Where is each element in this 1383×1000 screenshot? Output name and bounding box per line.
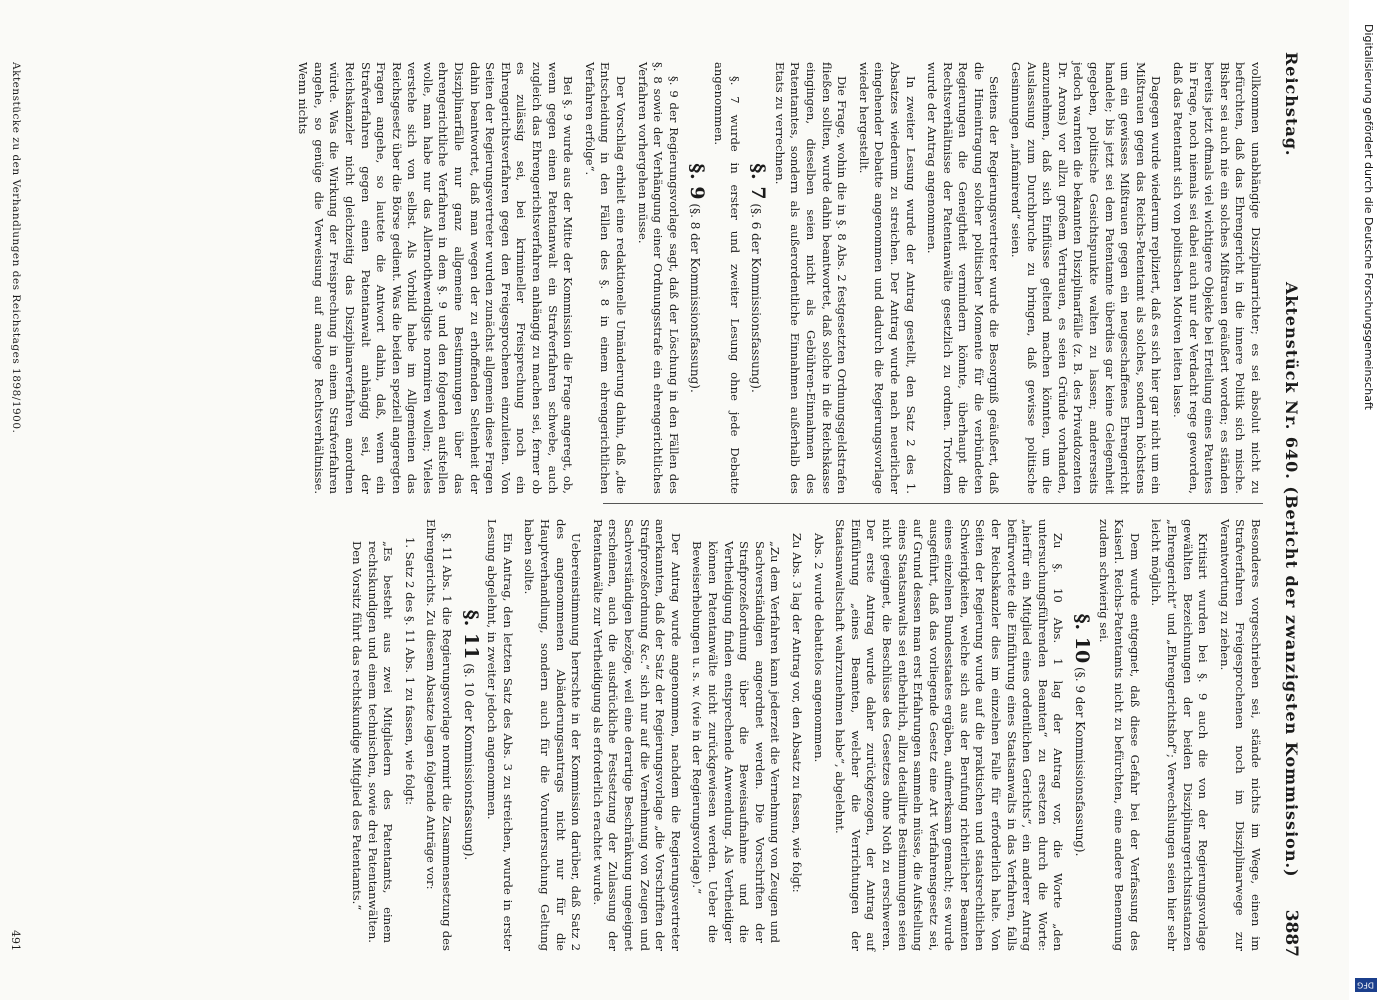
paragraph: Uebereinstimmung herrschte in der Kommission darüber, daß Satz 2 des angenommenen Abänderungsantrags nicht nur für die Hauptverhandlung, sondern auch für die Voruntersuchung Geltung haben sollte. (522, 519, 584, 951)
paragraph: Dem wurde entgegnet, daß diese Gefahr bei der Verfassung des Kaiserl. Reichs-Patentamts nicht zu befürchten, eine andere Benennung zudem schwierig sei. (1096, 519, 1142, 951)
right-column (350, 519, 1263, 951)
paragraph: Kritisirt wurden bei §. 9 auch die von der Regierungsvorlage gewählten Bezeichnungen der beiden Disziplinargerichtsinstanzen „Ehrengericht“ und „Ehrengerichtshof“; Verwechslungen seien hier sehr leicht möglich. (1149, 519, 1211, 951)
digitization-credit-bar (1349, 0, 1383, 1000)
section-heading-11: §. 11 (§. 10 der Kommissionsfassung). (459, 609, 482, 861)
list-item: 1. Satz 2 des §. 11 Abs. 1 zu fassen, wie folgt: (402, 537, 417, 806)
dfg-logo-icon: DFG (1355, 978, 1377, 992)
paragraph: In zweiter Lesung wurde der Antrag gestellt, den Satz 2 des 1. Absatzes wiederum zu streichen. Der Antrag wurde nach neuerlicher eingehender Debatte angenommen und dadurch die Regierungsvorlage wieder hergestellt. (856, 62, 918, 494)
paragraph: Dagegen wurde wiederum repliziert, daß es sich hier gar nicht um ein Mißtrauen gegen das Reichs-Patentamt als solches, sondern höchstens um ein gewisses Mißtrauen gegen ein neugeschaffenes Ehrengericht handele; bis jetzt sei dem Patentamte überdies gar keine Gelegenheit gegeben, politische Gesichtspunkte walten zu lassen; andererseits jedoch warnten die bekannten Disziplinarfälle (z. B. des Privatdozenten Dr. Arons) vor allzu großem Vertrauen, es seien Gründe vorhanden, anzunehmen, daß sich Einflüsse geltend machen könnten, um die Auslassung zum Durchbruche zu bringen, daß gewisse politische Gesinnungen „infamirend“ seien. (1009, 62, 1164, 494)
quoted-proposal: „Es besteht aus zwei Mitgliedern des Patentamts, einem rechtskundigen und einem technischen, sowie drei Patentanwälten. Den Vorsitz führt das rechtskundige Mitglied des Patentamts.“ (350, 541, 396, 943)
paragraph: §. 9 der Regierungsvorlage sagt, daß der Löschung in den Fällen des §. 8 sowie der Verhängung einer Ordnungsstrafe ein ehrengerichtliches Verfahren vorhergehen müsse. (635, 62, 681, 494)
paragraph: Die Frage, wohin die in §. 8 Abs. 2 festgesetzten Ordnungsgeldstrafen fließen sollten, wurde dahin beantwortet, daß solche in die Reichskasse eingingen, dieselben seien nicht als Gebühren-Einnahmen des Patentamtes, sondern als außerordentliche Einnahmen außerhalb des Etats zu verrechnen. (772, 62, 850, 494)
section-heading-10: §. 10 (§. 9 der Kommissionsfassung). (1071, 613, 1094, 857)
left-column (23, 62, 1263, 494)
paragraph: Der Antrag wurde angenommen, nachdem die Regierungsvertreter anerkannten, daß der Satz der Regierungsvorlage „die Vorschriften der Strafprozeßordnung &c.“ sich nur auf die Vernehmung von Zeugen und Sachverständigen bezöge, weil eine derartige Beschränkung ungeeignet erscheinen, auch die ausdrückliche Festsetzung der Zulassung der Patentanwälte zur Vertheidigung als erforderlich erachtet wurde. (590, 519, 683, 951)
footer-page-number: 491 (9, 930, 22, 951)
paragraph: §. 7 wurde in erster und zweiter Lesung ohne jede Debatte angenommen. (712, 62, 742, 494)
digitization-credit: Digitalisierung gefördert durch die Deutsche Forschungsgemeinschaft (1362, 24, 1375, 410)
paragraph: Zu §. 10 Abs. 1 lag der Antrag vor, die Worte „den untersuchungsführenden Beamten“ zu ersetzen durch die Worte: „hierfür ein Mitglied eines ordentlichen Gerichts“, ein anderer Antrag befürwortete die Einführung eines Staatsanwalts in das Verfahren, falls der Reichskanzler dies im einzelnen Falle für erforderlich halte. Von Seiten der Regierung wurde auf die praktischen und staatsrechtlichen Schwierigkeiten, welche sich aus der Berufung richterlicher Beamten eines einzelnen Bundesstaates ergäben, aufmerksam gemacht; es wurde ausgeführt, daß das vorliegende Gesetz eine Art Verfahrensgesetz sei, auf Grund dessen man erst Erfahrungen sammeln müsse, die Aufstellung eines Staatsanwalts sei entbehrlich, allzu detaillirte Bestimmungen seien nicht geeignet, die Beschlüsse des Gesetzes ohne Noth zu erschweren. Der erste Antrag wurde daher zurückgezogen, der Antrag auf Einführung „eines Beamten, welcher die Verrichtungen der Staatsanwaltschaft wahrzunehmen habe“, abgelehnt. (833, 519, 1066, 951)
paragraph: §. 11 Abs. 1 die Regierungsvorlage normirt die Zusammensetzung des Ehrengerichts. Zu diesem Absatze lagen folgende Anträge vor: (424, 519, 455, 951)
paragraph: Ein Antrag, den letzten Satz des Abs. 3 zu streichen, wurde in erster Lesung abgelehnt, in zweiter jedoch angenommen. (485, 519, 515, 951)
paragraph: vollkommen unabhängige Disziplinarrichter; es sei absolut nicht zu befürchten, daß das Ehrengericht in die innere Politik sich mische. Bisher sei auch nie ein solches Mißtrauen geäußert worden; es ständen bereits jetzt oftmals viel wichtigere Objekte bei Erteilung eines Patentes in Frage, noch niemals sei dabei auch nur der Verdacht rege geworden, daß das Patentamt sich von politischen Motiven leiten lasse. (1171, 62, 1263, 494)
paragraph: Abs. 2 wurde debattelos angenommen. (811, 533, 826, 763)
header-reichstag: Reichstag. (1282, 52, 1301, 157)
column-divider (603, 503, 1263, 504)
section-heading-7: §. 7 (§. 6 der Kommissionsfassung). (747, 163, 770, 393)
paragraph: Besonderes vorgeschrieben sei, stände nichts im Wege, einen im Strafverfahren Freigesprochenen noch im Disziplinarwege zur Verantwortung zu ziehen. (1217, 519, 1263, 951)
header-page-number: 3887 (1281, 909, 1301, 957)
paragraph: Seitens der Regierungsvertreter wurde die Besorgniß geäußert, daß die Hineintragung solcher politischer Momente für die verbündeten Regierungen die Geneigtheit vermindern könnte, überhaupt die Rechtsverhältnisse der Patentanwälte gesetzlich zu ordnen. Trotzdem wurde der Antrag angenommen. (925, 62, 1002, 494)
paragraph: Zu Abs. 3 lag der Antrag vor, den Absatz zu fassen, wie folgt: (789, 533, 804, 893)
footer-source: Aktenstücke zu den Verhandlungen des Reichstages 1898/1900. (10, 62, 22, 434)
paragraph: Der Vorschlag erhielt eine redaktionelle Umänderung dahin, daß „die Entscheidung in den Fällen des §. 8 in einem ehrengerichtlichen Verfahren erfolge“. (582, 62, 629, 494)
paragraph: Bei §. 9 wurde aus der Mitte der Kommission die Frage angeregt, ob, wenn gegen einen Patentanwalt ein Strafverfahren schwebe, auch zugleich das Ehrengerichtsverfahren anhängig zu machen sei, ferner ob es zulässig sei, bei krimineller Freisprechung noch ein Ehrengerichtsverfahren gegen den Freigesprochenen einzuleiten. Von Seiten der Regierungsvertreter wurden zunächst allgemein diese Fragen dahin beantwortet, daß man wegen der zu erhoffenden Seltenheit der Disziplinarfälle nur ganz allgemeine Bestimmungen über das ehrengerichtliche Verfahren in dem §. 9 und den folgenden aufstellen wolle, man habe nur das Allernothwendigste normiren wollen; Vieles verstehe sich von selbst. Als Vorbild habe im Allgemeinen das Reichsgesetz über die Börse gedient. Was die beiden speziell angeregten Fragen angehe, so lautete die Antwort dahin, daß, wenn ein Strafverfahren gegen einen Patentanwalt anhängig sei, der Reichskanzler nicht gleichzeitig das Disziplinarverfahren anordnen würde. Was die Wirkung der Freisprechung in einem Strafverfahren angehe, so genüge die Verweisung auf analoge Rechtsverhältnisse. Wenn nichts (296, 62, 576, 494)
quoted-proposal: „Zu dem Verfahren kann jederzeit die Vernehmung von Zeugen und Sachverständigen angeordnet werden. Die Vorschriften der Strafprozeßordnung über die Beweisaufnahme und die Vertheidigung finden entsprechende Anwendung. Als Vertheidiger können Patentanwälte nicht zurückgewiesen werden. Ueber die Beweiserhebungen u. s. w. (wie in der Regierungsvorlage).“ (690, 541, 783, 943)
page-header (1271, 52, 1301, 957)
header-title: Aktenstück Nr. 640. (Bericht der zwanzigsten Kommission.) (1282, 282, 1301, 878)
section-heading-9: §. 9 (§. 8 der Kommissionsfassung). (686, 163, 709, 393)
